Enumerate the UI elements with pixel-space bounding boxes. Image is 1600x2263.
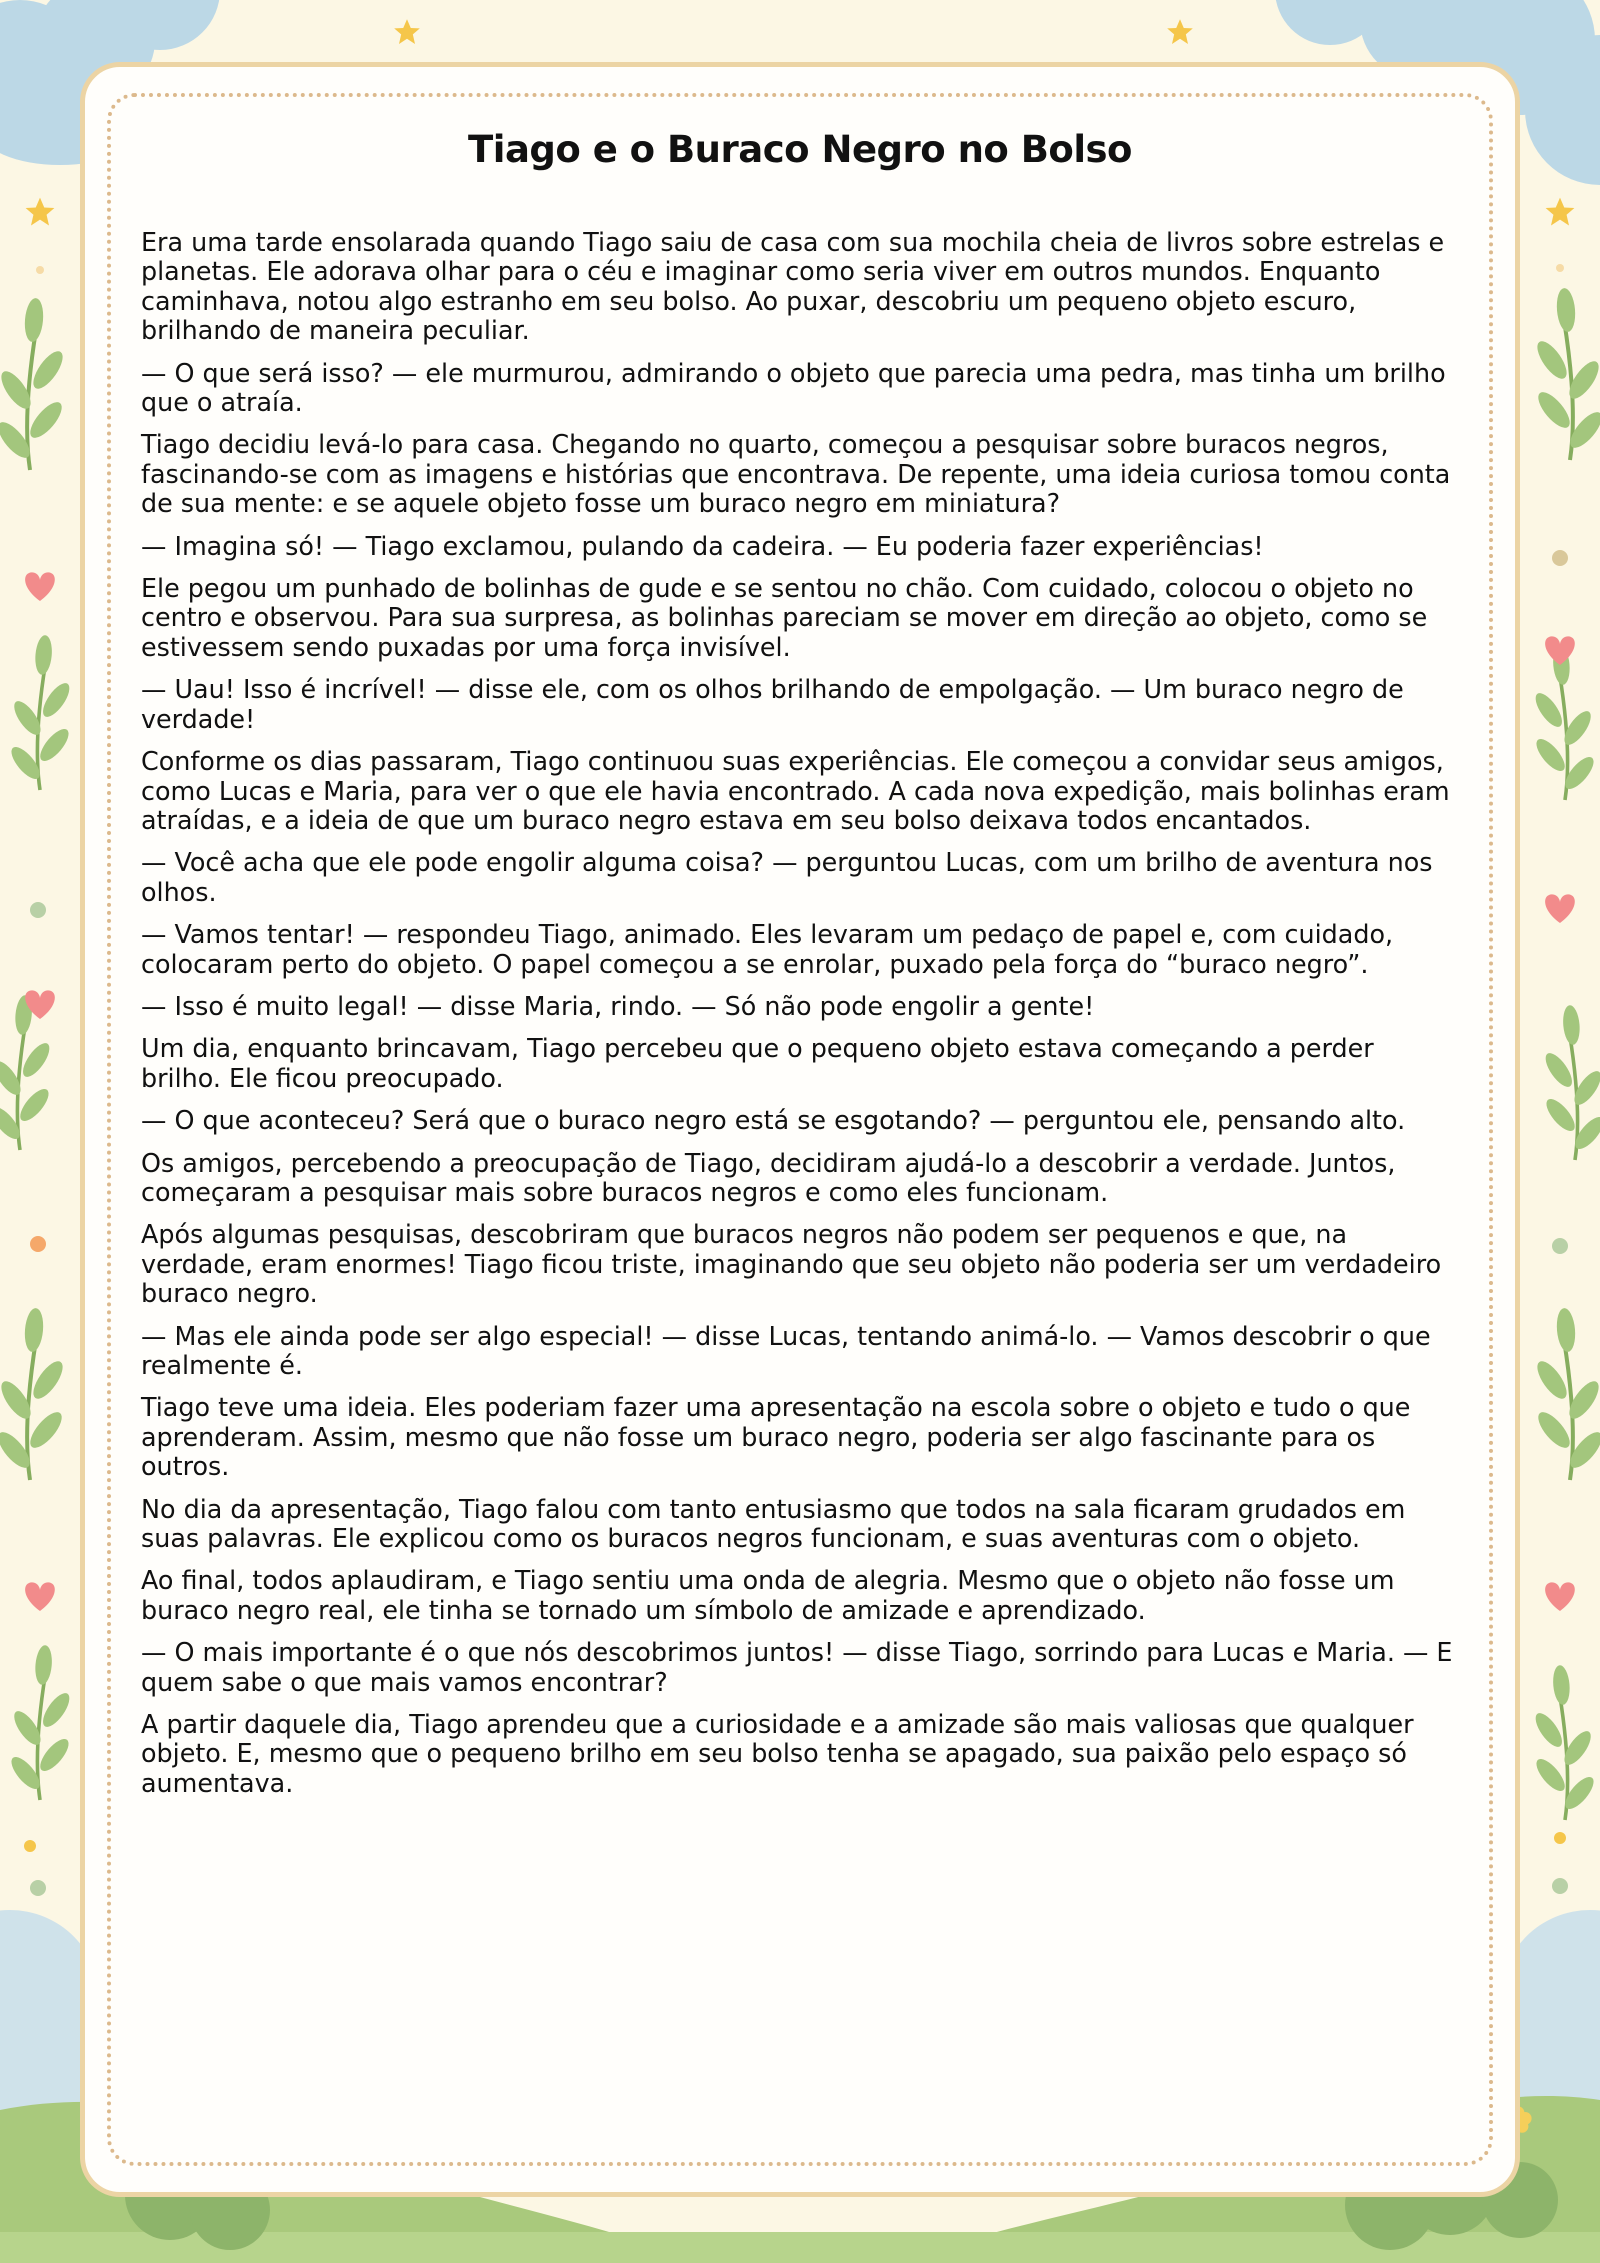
story-paragraph: Conforme os dias passaram, Tiago continuou suas experiências. Ele começou a convidar seus amigos, como Lucas e Maria, para ver o que ele havia encontrado. A cada nova expedição, mais bolinhas eram atraídas, e a ideia de que um buraco negro estava em seu bolso deixava todos encantados. [141,746,1450,835]
story-paragraph: — O que será isso? — ele murmurou, admirando o objeto que parecia uma pedra, mas tinha um brilho que o atraía. [141,357,1446,418]
story-paragraph: Tiago decidiu levá-lo para casa. Chegando no quarto, começou a pesquisar sobre buracos negros, fascinando-se com as imagens e histórias que encontrava. De repente, uma ideia curiosa tomou conta de sua mente: e se aquele objeto fosse um buraco negro em miniatura? [141,429,1451,519]
story-paragraph: Era uma tarde ensolarada quando Tiago saiu de casa com sua mochila cheia de livros sobre estrelas e planetas. Ele adorava olhar para o céu e imaginar como seria viver em outros mundos. Enquanto caminhava, notou algo estranho em seu bolso. Ao puxar, descobriu um pequeno objeto escuro, brilhando de maneira peculiar. [141,227,1445,346]
story-paragraph: — Mas ele ainda pode ser algo especial! — disse Lucas, tentando animá-lo. — Vamos descobrir o que realmente é. [141,1320,1431,1380]
story-paragraph: Após algumas pesquisas, descobriram que buracos negros não podem ser pequenos e que, na verdade, eram enormes! Tiago ficou triste, imaginando que seu objeto não poderia ser um verdadeiro buraco negro. [141,1219,1442,1309]
story-paragraph: — Isso é muito legal! — disse Maria, rindo. — Só não pode engolir a gente! [141,990,1095,1021]
story-paragraph: — Uau! Isso é incrível! — disse ele, com os olhos brilhando de empolgação. — Um buraco negro de verdade! [141,674,1404,734]
story-text [141,228,1461,1811]
story-paragraph: — O mais importante é o que nós descobrimos juntos! — disse Tiago, sorrindo para Lucas e Maria. — E quem sabe o que mais vamos encontrar? [141,1637,1453,1697]
story-paragraph: A partir daquele dia, Tiago aprendeu que a curiosidade e a amizade são mais valiosas que qualquer objeto. E, mesmo que o pequeno brilho em seu bolso tenha se apagado, sua paixão pelo espaço só aumentava. [141,1709,1414,1798]
story-paragraph: Ele pegou um punhado de bolinhas de gude e se sentou no chão. Com cuidado, colocou o objeto no centro e observou. Para sua surpresa, as bolinhas pareciam se mover em direção ao objeto, como se estivessem sendo puxadas por uma força invisível. [141,573,1428,662]
story-paragraph: — Vamos tentar! — respondeu Tiago, animado. Eles levaram um pedaço de papel e, com cuidado, colocaram perto do objeto. O papel começou a se enrolar, puxado pela força do “buraco negro”. [141,919,1394,979]
story-paragraph: — O que aconteceu? Será que o buraco negro está se esgotando? — perguntou ele, pensando alto. [141,1105,1406,1136]
story-title: Tiago e o Buraco Negro no Bolso [468,128,1132,171]
story-paragraph: — Imagina só! — Tiago exclamou, pulando da cadeira. — Eu poderia fazer experiências! [141,530,1264,561]
story-paragraph: No dia da apresentação, Tiago falou com tanto entusiasmo que todos na sala ficaram grudados em suas palavras. Ele explicou como os buracos negros funcionam, e suas aventuras com o objeto. [141,1493,1406,1554]
story-paragraph: — Você acha que ele pode engolir alguma coisa? — perguntou Lucas, com um brilho de aventura nos olhos. [141,847,1433,907]
story-paragraph: Tiago teve uma ideia. Eles poderiam fazer uma apresentação na escola sobre o objeto e tudo o que aprenderam. Assim, mesmo que não fosse um buraco negro, poderia ser algo fascinante para os outros. [141,1392,1411,1482]
story-paragraph: Um dia, enquanto brincavam, Tiago percebeu que o pequeno objeto estava começando a perder brilho. Ele ficou preocupado. [141,1033,1374,1093]
story-paragraph: Ao final, todos aplaudiram, e Tiago sentiu uma onda de alegria. Mesmo que o objeto não fosse um buraco negro real, ele tinha se tornado um símbolo de amizade e aprendizado. [141,1565,1395,1625]
story-paragraph: Os amigos, percebendo a preocupação de Tiago, decidiram ajudá-lo a descobrir a verdade. Juntos, começaram a pesquisar mais sobre buracos negros e como eles funcionam. [141,1147,1396,1207]
